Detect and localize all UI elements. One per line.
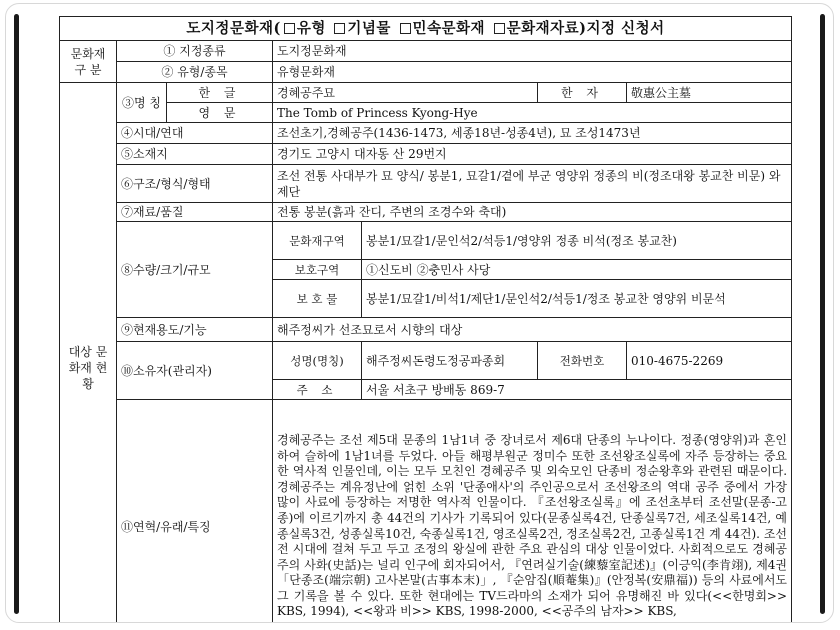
era-label: ④시대/연대 [117,123,273,144]
checkbox-type-monument[interactable] [334,23,345,34]
english-name-value: The Tomb of Princess Kyong-Hye [273,103,792,123]
designation-application-form [59,16,792,623]
owner-name-label: 성명(명칭) [273,342,362,380]
structure-value: 조선 전통 사대부가 묘 양식/ 봉분1, 묘갈1/곁에 부군 영양위 정종의 비(정조대왕 봉교찬 비문) 와 제단 [273,165,792,203]
address-value: 서울 서초구 방배동 869-7 [362,380,792,400]
material-label: ⑦재료/품질 [117,203,273,222]
protected-objects-value: 봉분1/묘갈1/비석1/제단1/문인석2/석등1/정조 봉교찬 영양위 비문석 [362,280,792,318]
type-item-label: ② 유형/종목 [117,62,273,83]
hanja-name-value: 敬惠公主墓 [627,83,792,103]
name-label: ③명 칭 [117,83,167,123]
history-label: ⑪연혁/유래/특징 [117,400,273,624]
owner-name-value: 해주정씨돈령도정공파종회 [362,342,538,380]
hanja-name-label: 한 자 [538,83,627,103]
title-option-tangible: 유형 [296,19,326,37]
designation-type-label: ① 지정종류 [117,41,273,62]
current-use-value: 해주정씨가 선조묘로서 시향의 대상 [273,318,792,342]
title-suffix: )지정 신청서 [579,19,665,37]
protection-zone-label: 보호구역 [273,260,362,280]
history-text: 경혜공주는 조선 제5대 문종의 1남1녀 중 장녀로서 제6대 단종의 누나이다. 정종(영양위)과 혼인하여 슬하에 1남1녀를 두었다. 아들 해평부원군 정미수 또한 조선왕조실록에 자주 등장하는 중요한 역사적 인물인데, 이는 모두 모친인 경혜공주 및 외숙모인 단종비 정순왕후와 관련된 때문이다. 경혜공주는 계유정난에 얽힌 소위 '단종애사'의 주인공으로서 조선왕조의 역대 공주 중에서 가장 많이 사료에 등장하는 저명한 역사적 인물이다. 『조선왕조실록』에 조선초부터 조선말(문종-고종)에 이르기까지 총 44건의 기사가 기록되어 있다(문종실록4건, 단종실록7건, 세조실록14건, 예종실록3건, 성종실록10건, 숙종실록1건, 영조실록2건, 정조실록2건, 고종실록1건 계 44건). 조선 전 시대에 걸쳐 두고 두고 조정의 왕실에 관한 주요 관심의 대상 인물이었다. 사회적으로도 경혜공주의 사화(史話)는 널리 인구에 회자되어서, 『연려실기술(練藜室記述)』(이긍익(李肯翊), 제4권 「단종조(端宗朝) 고사본말(古事本末)」, 『순암집(順菴集)』(안정복(安鼎福)) 등의 사료에서도 그 기록을 볼 수 있다. 또한 현대에는 TV드라마의 소재가 되어 유명해진 바 있다(<<한명회>> KBS, 1994), <<왕과 비>> KBS, 1998-2000, <<공주의 남자>> KBS, [273,400,792,624]
checkbox-type-folklore[interactable] [400,23,411,34]
location-label: ⑤소재지 [117,144,273,165]
designation-type-value: 도지정문화재 [273,41,792,62]
korean-name-value: 경혜공주묘 [273,83,538,103]
material-value: 전통 봉분(흙과 잔디, 주변의 조경수와 축대) [273,203,792,222]
english-name-label: 영 문 [167,103,273,123]
phone-value: 010-4675-2269 [627,342,792,380]
form-title [60,17,792,41]
korean-name-label: 한 글 [167,83,273,103]
category-section-label: 문화재 구 분 [60,41,117,83]
era-value: 조선초기,경혜공주(1436-1473, 세종18년-성종4년), 묘 조성1473년 [273,123,792,144]
protected-objects-label: 보 호 물 [273,280,362,318]
checkbox-type-tangible[interactable] [284,23,295,34]
document-frame [5,3,834,623]
title-option-material: 문화재자료 [506,19,580,37]
title-option-folklore: 민속문화재 [412,19,486,37]
title-prefix: 도지정문화재( [186,19,281,37]
quantity-label: ⑧수량/크기/규모 [117,222,273,318]
checkbox-type-material[interactable] [494,23,505,34]
title-option-monument: 기념물 [347,19,391,37]
owner-label: ⑩소유자(관리자) [117,342,273,400]
location-value: 경기도 고양시 대자동 산 29번지 [273,144,792,165]
structure-label: ⑥구조/형식/형태 [117,165,273,203]
protection-zone-value: ①신도비 ②충민사 사당 [362,260,792,280]
address-label: 주 소 [273,380,362,400]
current-use-label: ⑨현재용도/기능 [117,318,273,342]
type-item-value: 유형문화재 [273,62,792,83]
phone-label: 전화번호 [538,342,627,380]
cultural-zone-label: 문화재구역 [273,222,362,260]
right-binder-bar [820,14,825,614]
left-binder-bar [14,14,19,614]
target-section-label: 대상 문화재 현황 [60,83,117,624]
cultural-zone-value: 봉분1/묘갈1/문인석2/석등1/영양위 정종 비석(정조 봉교찬) [362,222,792,260]
